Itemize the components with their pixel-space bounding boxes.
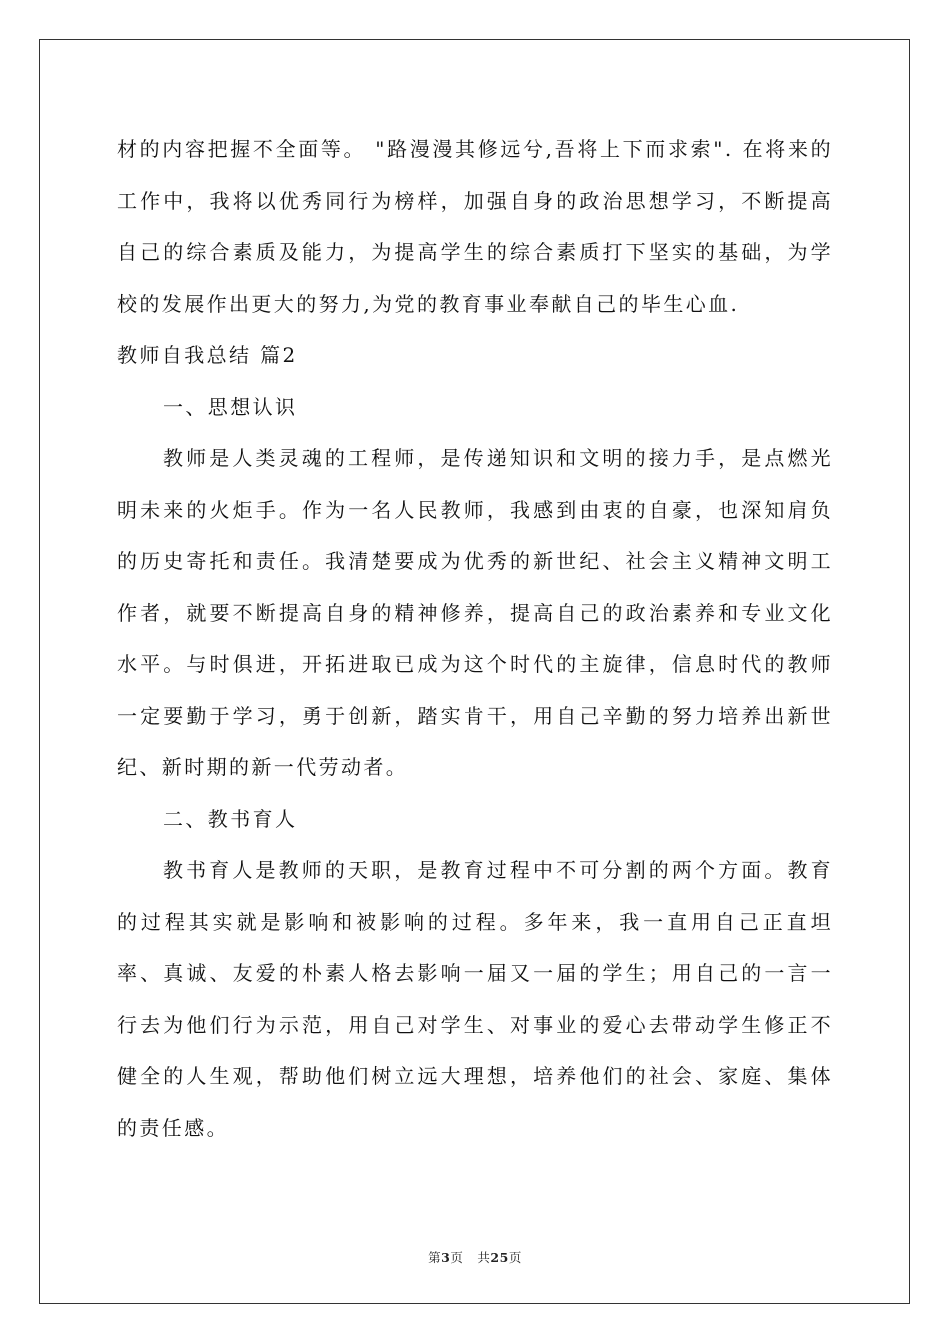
page-total: 25: [490, 1250, 509, 1265]
paragraph-thought: 教师是人类灵魂的工程师，是传递知识和文明的接力手，是点燃光明未来的火炬手。作为一名人民教师，我感到由衷的自豪，也深知肩负的历史寄托和责任。我清楚要成为优秀的新世纪、社会主义精神文明工作者，就要不断提高自身的精神修养，提高自己的政治素养和专业文化水平。与时俱进，开拓进取已成为这个时代的主旋律，信息时代的教师一定要勤于学习，勇于创新，踏实肯干，用自己辛勤的努力培养出新世纪、新时期的新一代劳动者。: [117, 446, 833, 779]
page-prefix: 第: [428, 1250, 442, 1265]
section-heading: 教师自我总结 篇2: [117, 343, 298, 367]
total-suffix: 页: [508, 1250, 522, 1265]
paragraph-teaching: 教书育人是教师的天职，是教育过程中不可分割的两个方面。教育的过程其实就是影响和被影响的过程。多年来，我一直用自己正直坦率、真诚、友爱的朴素人格去影响一届又一届的学生；用自己的一言一行去为他们行为示范，用自己对学生、对事业的爱心去带动学生修正不健全的人生观，帮助他们树立远大理想，培养他们的社会、家庭、集体的责任感。: [117, 858, 833, 1140]
subheading-thought: 一、思想认识: [163, 394, 298, 419]
page-current: 3: [441, 1250, 451, 1265]
paragraph-continuation: 材的内容把握不全面等。 "路漫漫其修远兮,吾将上下而求索". 在将来的工作中，我将以优秀同行为榜样，加强自身的政治思想学习，不断提高自己的综合素质及能力，为提高学生的综合素质打下坚实的基础，为学校的发展作出更大的努力,为党的教育事业奉献自己的毕生心血.: [117, 137, 833, 316]
subheading-teaching: 二、教书育人: [163, 806, 298, 831]
total-prefix: 共: [477, 1250, 491, 1265]
page-footer: [0, 1248, 950, 1266]
page-suffix: 页: [450, 1250, 464, 1265]
document-body: [117, 124, 833, 1154]
